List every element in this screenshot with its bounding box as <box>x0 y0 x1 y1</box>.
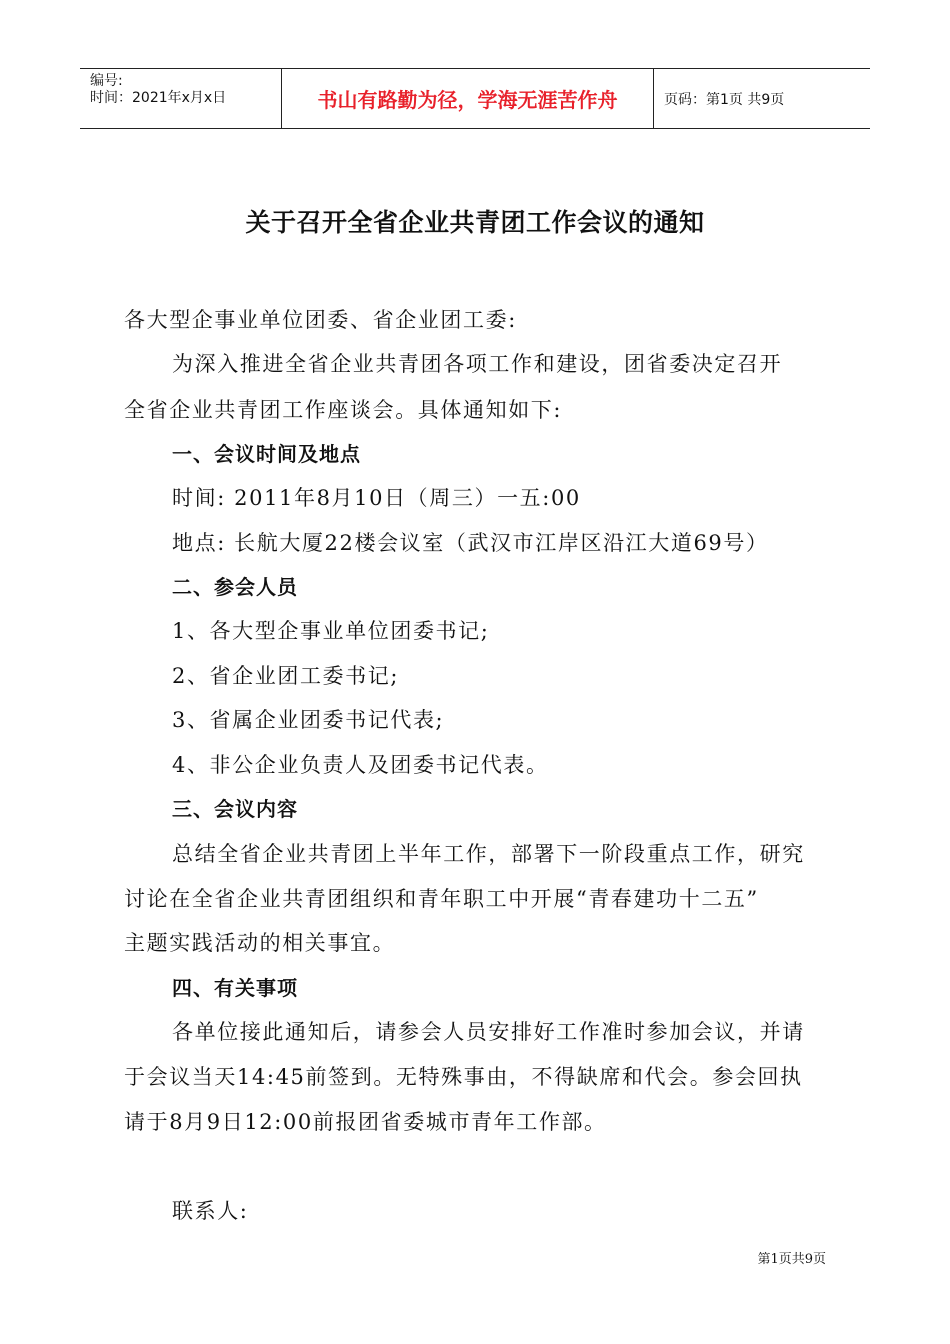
document-number-label: 编号: <box>90 73 123 89</box>
salutation: 各大型企事业单位团委、省企业团工委: <box>124 308 517 332</box>
content-paragraph-line: 讨论在全省企业共青团组织和青年职工中开展“青春建功十二五” <box>124 887 759 911</box>
meeting-time: 时间: 2011年8月10日（周三）一五:00 <box>172 486 581 510</box>
intro-paragraph-line: 全省企业共青团工作座谈会。具体通知如下: <box>124 398 563 422</box>
list-item: 1、各大型企事业单位团委书记; <box>172 619 490 643</box>
list-item: 3、省属企业团委书记代表; <box>172 708 445 732</box>
page-header <box>80 68 870 129</box>
section-heading: 三、会议内容 <box>172 797 298 821</box>
contact-label: 联系人: <box>172 1199 249 1223</box>
header-meta <box>80 69 282 128</box>
matters-paragraph-line: 请于8月9日12:00前报团省委城市青年工作部。 <box>124 1110 607 1134</box>
section-heading: 四、有关事项 <box>172 976 298 1000</box>
matters-paragraph-line: 各单位接此通知后，请参会人员安排好工作准时参加会议，并请 <box>172 1020 805 1044</box>
section-heading: 二、参会人员 <box>172 575 298 599</box>
list-item: 2、省企业团工委书记; <box>172 664 400 688</box>
document-date: 时间：2021年x月x日 <box>90 90 227 106</box>
header-motto: 书山有路勤为径，学海无涯苦作舟 <box>282 69 654 128</box>
matters-paragraph-line: 于会议当天14:45前签到。无特殊事由，不得缺席和代会。参会回执 <box>124 1065 803 1089</box>
section-heading: 一、会议时间及地点 <box>172 442 361 466</box>
header-page-info: 页码：第1页 共9页 <box>664 91 785 108</box>
content-paragraph-line: 主题实践活动的相关事宜。 <box>124 931 396 955</box>
content-paragraph-line: 总结全省企业共青团上半年工作，部署下一阶段重点工作，研究 <box>172 842 805 866</box>
meeting-place: 地点: 长航大厦22楼会议室（武汉市江岸区沿江大道69号） <box>172 531 769 555</box>
document-title: 关于召开全省企业共青团工作会议的通知 <box>245 208 705 237</box>
intro-paragraph-line: 为深入推进全省企业共青团各项工作和建设，团省委决定召开 <box>172 352 783 376</box>
page-footer-number: 第1页共9页 <box>757 1252 826 1267</box>
list-item: 4、非公企业负责人及团委书记代表。 <box>172 753 549 777</box>
